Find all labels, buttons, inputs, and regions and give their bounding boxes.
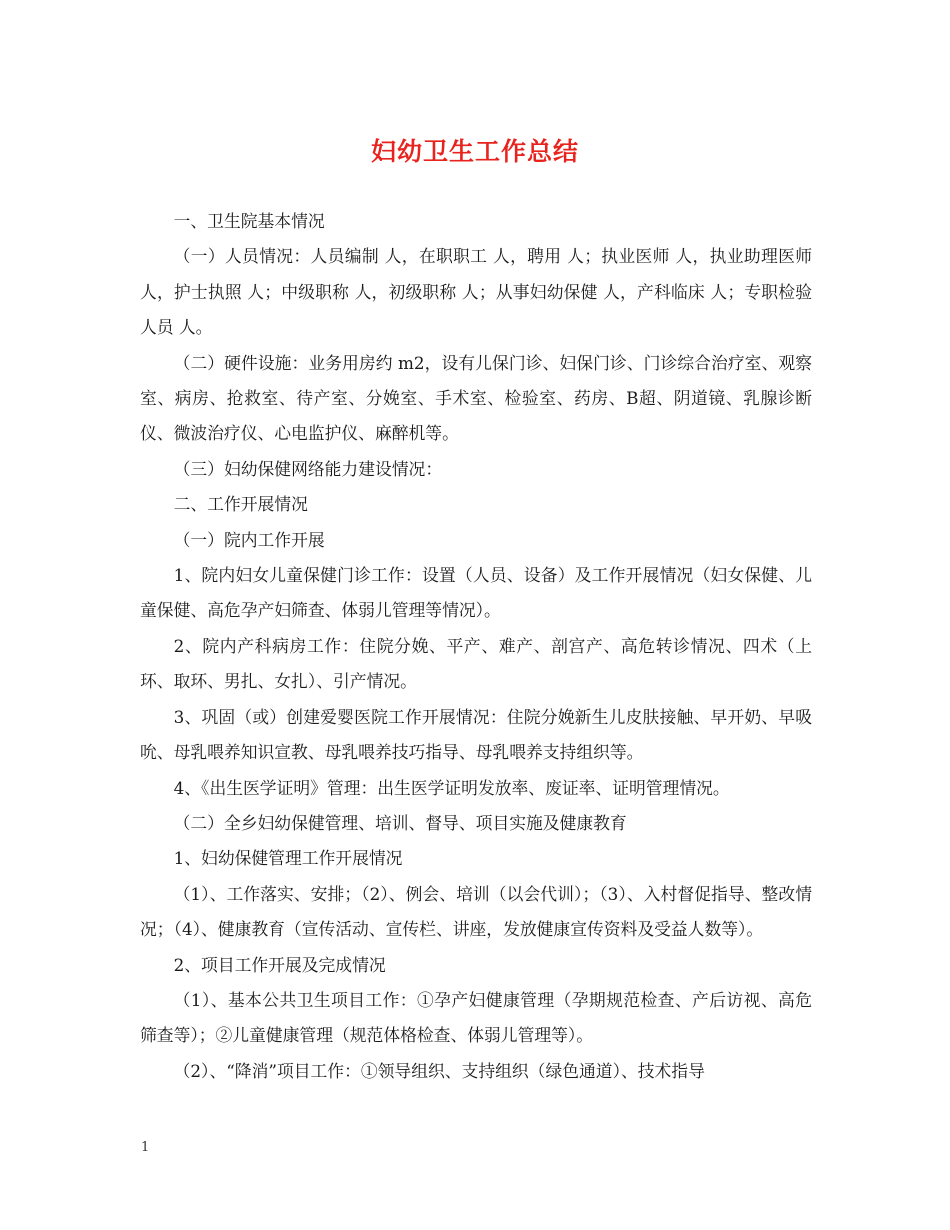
page-number: 1 xyxy=(141,1140,150,1155)
paragraph-reduction-project: （2）、“降消”项目工作：①领导组织、支持组织（绿色通道）、技术指导 xyxy=(173,1060,705,1081)
paragraph-public-health-project: （1）、基本公共卫生项目工作：①孕产妇健康管理（孕期规范检查、产后访视、高危筛查等）；②儿童健康管理（规范体格检查、体弱儿管理等）。 xyxy=(140,989,812,1046)
paragraph-obstetric-ward: 2、院内产科病房工作：住院分娩、平产、难产、剖宫产、高危转诊情况、四术（上环、取环、男扎、女扎）、引产情况。 xyxy=(140,635,812,692)
paragraph-management-heading: 1、妇幼保健管理工作开展情况 xyxy=(173,848,403,869)
paragraph-network-capacity: （三）妇幼保健网络能力建设情况： xyxy=(173,458,443,479)
document-body xyxy=(140,204,812,1089)
section-heading-work-progress: 二、工作开展情况 xyxy=(173,494,308,515)
paragraph-birth-certificate: 4、《出生医学证明》管理：出生医学证明发放率、废证率、证明管理情况。 xyxy=(173,777,730,798)
paragraph-outpatient-clinic: 1、院内妇女儿童保健门诊工作：设置（人员、设备）及工作开展情况（妇女保健、儿童保健、高危孕产妇筛查、体弱儿管理等情况）。 xyxy=(140,565,812,621)
paragraph-baby-friendly-hospital: 3、巩固（或）创建爱婴医院工作开展情况：住院分娩新生儿皮肤接触、早开奶、早吸吮、母乳喂养知识宣教、母乳喂养技巧指导、母乳喂养支持组织等。 xyxy=(140,706,812,763)
section-heading-basic-info: 一、卫生院基本情况 xyxy=(173,211,325,231)
paragraph-project-heading: 2、项目工作开展及完成情况 xyxy=(173,954,386,975)
paragraph-facilities: （二）硬件设施：业务用房约 m2，设有儿保门诊、妇保门诊、门诊综合治疗室、观察室、病房、抢救室、待产室、分娩室、手术室、检验室、药房、B超、阴道镜、乳腺诊断仪、微波治疗仪、心电监护仪、麻醉机等。 xyxy=(140,352,812,444)
paragraph-staffing: （一）人员情况：人员编制 人，在职职工 人，聘用 人；执业医师 人，执业助理医师 人，护士执照 人；中级职称 人，初级职称 人；从事妇幼保健 人，产科临床 人；专职检验人员 人。 xyxy=(140,246,812,338)
subheading-township-management: （二）全乡妇幼保健管理、培训、督导、项目实施及健康教育 xyxy=(173,812,627,833)
paragraph-management-items: （1）、工作落实、安排；（2）、例会、培训（以会代训）；（3）、入村督促指导、整改情况；（4）、健康教育（宣传活动、宣传栏、讲座，发放健康宣传资料及受益人数等）。 xyxy=(140,883,812,940)
subheading-in-hospital-work: （一）院内工作开展 xyxy=(173,529,325,550)
document-title: 妇幼卫生工作总结 xyxy=(370,137,579,166)
